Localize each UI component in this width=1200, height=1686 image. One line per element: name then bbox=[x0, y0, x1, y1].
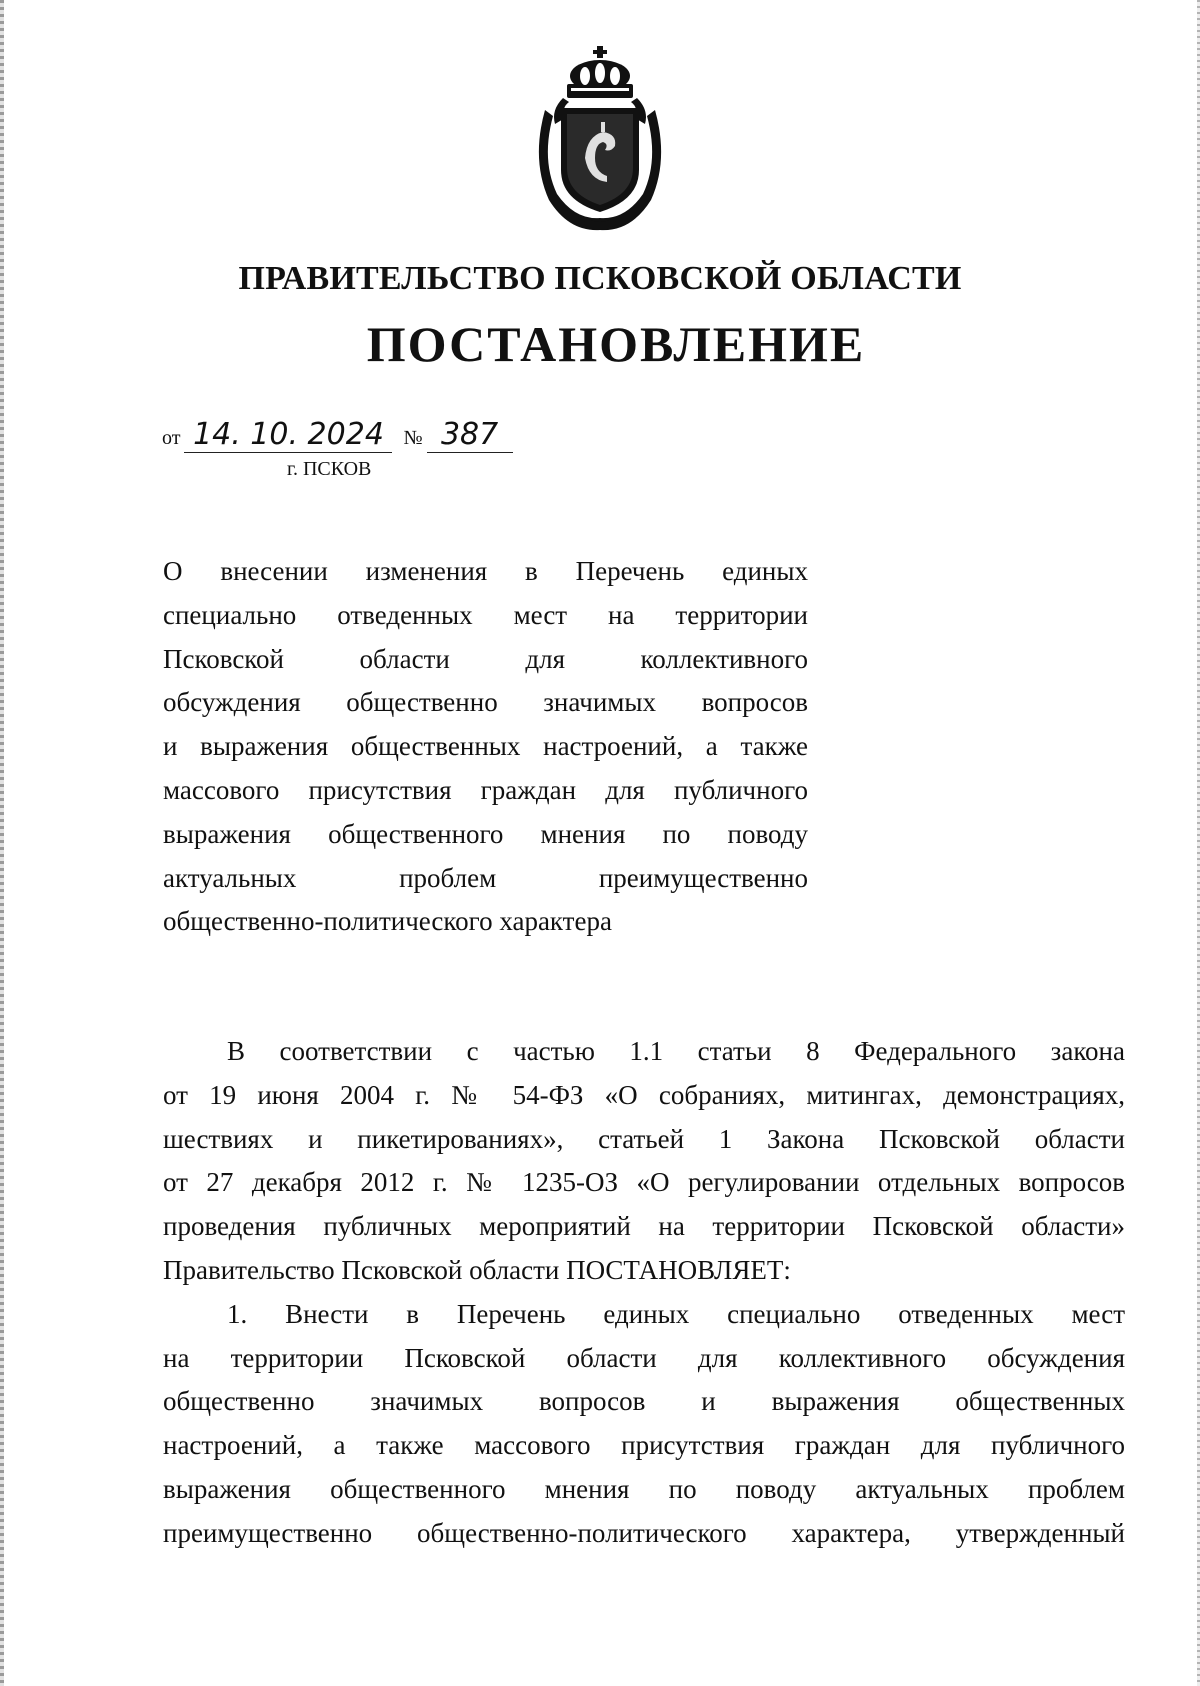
item-1-line: 1. Внести в Перечень единых специально отведенных мест bbox=[227, 1298, 1125, 1329]
number-prefix: № bbox=[403, 427, 423, 449]
scan-edge-left bbox=[0, 0, 4, 1686]
subject-line: Псковской области для коллективного bbox=[163, 643, 808, 674]
preamble-line: от 19 июня 2004 г. № 54-ФЗ «О собраниях, митингах, демонстрациях, bbox=[163, 1079, 1125, 1110]
subject-line: О внесении изменения в Перечень единых bbox=[163, 556, 808, 586]
date-number-line bbox=[162, 418, 513, 453]
preamble-line: В соответствии с частью 1.1 статьи 8 Федерального закона bbox=[227, 1036, 1125, 1066]
subject-line: актуальных проблем преимущественно bbox=[163, 862, 808, 893]
preamble-line: Правительство Псковской области ПОСТАНОВЛЯЕТ: bbox=[163, 1254, 791, 1285]
subject-line: специально отведенных мест на территории bbox=[163, 599, 808, 630]
date-prefix: от bbox=[162, 427, 181, 449]
subject-line: массового присутствия граждан для публичного bbox=[163, 774, 808, 805]
city-label: г. ПСКОВ bbox=[287, 458, 372, 480]
item-1-line: преимущественно общественно-политического характера, утвержденный bbox=[163, 1517, 1125, 1548]
organization-name: ПРАВИТЕЛЬСТВО ПСКОВСКОЙ ОБЛАСТИ bbox=[238, 260, 962, 297]
subject-line: выражения общественного мнения по поводу bbox=[163, 818, 808, 849]
coat-of-arms-icon bbox=[525, 40, 675, 236]
document-type-title: ПОСТАНОВЛЕНИЕ bbox=[366, 316, 866, 372]
document-body bbox=[163, 1030, 1125, 1556]
handwritten-date: 14. 10. 2024 bbox=[184, 418, 392, 453]
subject-line: общественно-политического характера bbox=[163, 906, 612, 937]
item-1-line: общественно значимых вопросов и выражения общественных bbox=[163, 1386, 1125, 1417]
preamble-line: от 27 декабря 2012 г. № 1235-ОЗ «О регулировании отдельных вопросов bbox=[163, 1167, 1125, 1198]
subject-line: обсуждения общественно значимых вопросов bbox=[163, 687, 808, 718]
document-subject bbox=[163, 550, 808, 944]
handwritten-number: 387 bbox=[427, 418, 513, 453]
preamble-line: шествиях и пикетированиях», статьей 1 Закона Псковской области bbox=[163, 1123, 1125, 1154]
item-1-line: на территории Псковской области для коллективного обсуждения bbox=[163, 1342, 1125, 1373]
item-1-line: выражения общественного мнения по поводу актуальных проблем bbox=[163, 1473, 1125, 1504]
item-1-line: настроений, а также массового присутствия граждан для публичного bbox=[163, 1430, 1125, 1461]
preamble-line: проведения публичных мероприятий на территории Псковской области» bbox=[163, 1211, 1125, 1242]
subject-line: и выражения общественных настроений, а также bbox=[163, 731, 808, 762]
